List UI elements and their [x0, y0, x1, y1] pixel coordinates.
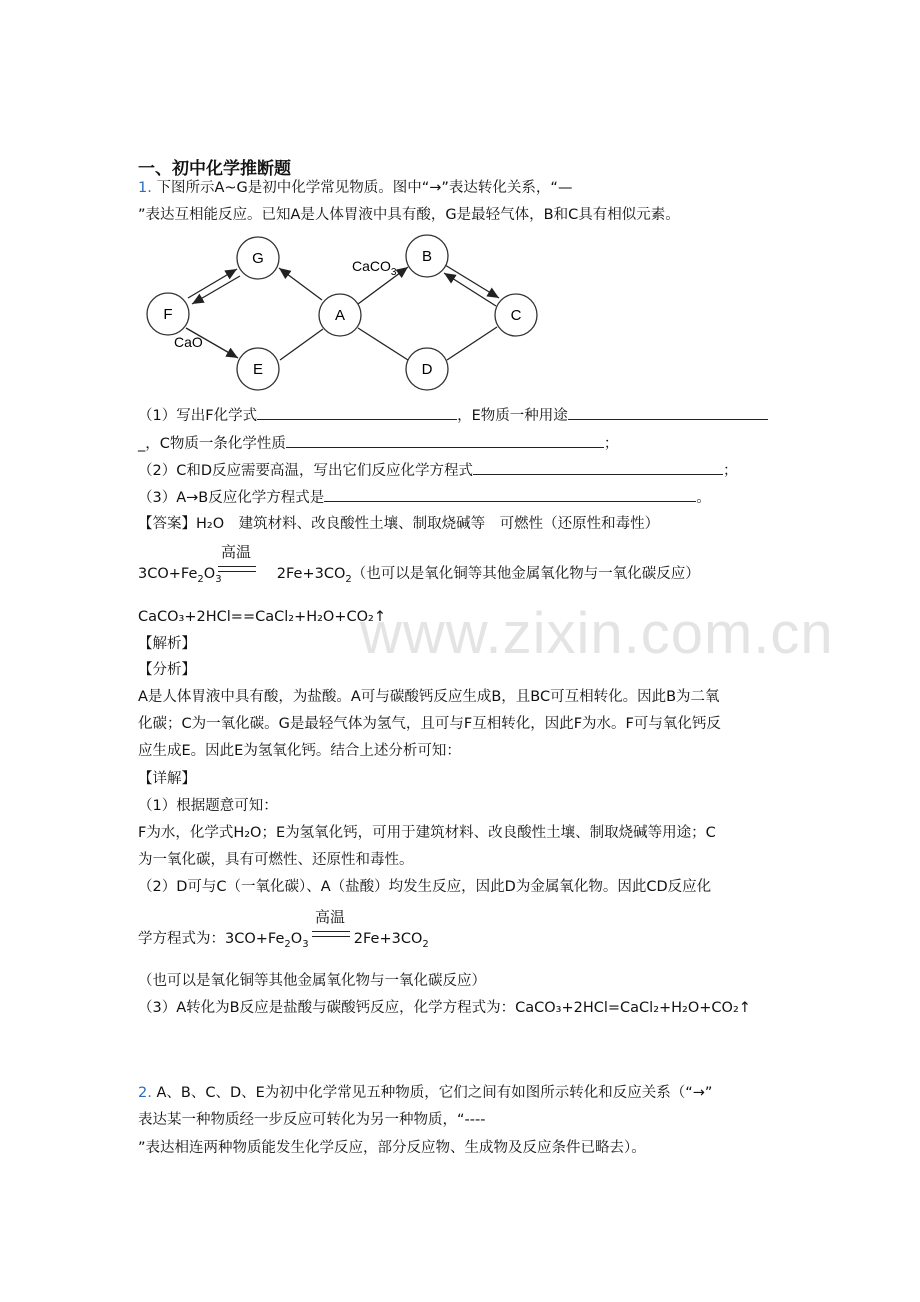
svg-text:F: F — [163, 306, 173, 323]
q1-sub2-line — [138, 460, 738, 481]
label-caco3: CaCO$_3$ — [352, 258, 397, 278]
answer-label: 【答案】 — [138, 516, 196, 532]
section-title: 一、初中化学推断题 — [138, 159, 291, 179]
blank-e-use[interactable] — [568, 405, 768, 420]
detail-2: F为水，化学式H₂O；E为氢氧化钙，可用于建筑材料、改良酸性土壤、制取烧碱等用途；C — [138, 825, 716, 841]
q1-diagram — [140, 232, 560, 397]
detail-5-right: 2Fe+3CO — [353, 931, 423, 947]
fenxi-line3: 应生成E。因此E为氢氧化钙。结合上述分析可知： — [138, 743, 461, 759]
eq1-condition: 高温 — [220, 543, 251, 561]
q1-answer-line — [138, 514, 659, 534]
eq2-line: CaCO₃+2HCl==CaCl₂+H₂O+CO₂↑ — [138, 609, 386, 625]
analysis-label: 【解析】 — [138, 636, 196, 652]
detail-4: （2）D可与C（一氧化碳）、A（盐酸）均发生反应，因此D为金属氧化物。因此CD反应化 — [138, 879, 712, 895]
q1-stem-text1: 下图所示A~G是初中化学常见物质。图中“→”表达转化关系，“— — [156, 180, 573, 196]
detail-5-right-sub: 2 — [422, 938, 429, 950]
detail-5-osub: 3 — [302, 938, 309, 950]
q1-sub1-line — [138, 405, 768, 426]
edge-e-a — [280, 329, 323, 360]
eq1-right: 2Fe+3CO — [276, 566, 346, 582]
node-d — [406, 348, 448, 390]
blank-f-formula[interactable] — [257, 405, 457, 420]
edge-a-d — [358, 328, 408, 360]
eq1-left-sub: 2 — [197, 573, 204, 585]
eq1-note: （也可以是氧化铜等其他金属氧化物与一氧化碳反应） — [351, 566, 700, 582]
svg-text:E: E — [252, 361, 264, 378]
eq1-left-osub: 3 — [215, 573, 222, 585]
blank-cd-equation[interactable] — [473, 460, 723, 475]
node-e — [237, 348, 279, 390]
edge-b-c-1 — [445, 265, 499, 298]
detail-1: （1）根据题意可知： — [138, 798, 278, 814]
edge-a-g — [279, 268, 322, 300]
edge-f-g-1 — [188, 269, 237, 298]
detail-5-prefix: 学方程式为：3CO+Fe — [138, 931, 285, 947]
detail-eq-condition: 高温 — [314, 908, 345, 926]
node-a — [319, 294, 361, 336]
svg-text:A: A — [334, 307, 346, 324]
eq1-right-sub: 2 — [345, 573, 352, 585]
q1-number: 1. — [138, 180, 152, 196]
detail-5-sub: 2 — [284, 938, 291, 950]
q1-sub1-c: _，C物质一条化学性质 — [138, 436, 286, 452]
edge-d-c — [447, 327, 497, 360]
svg-text:B: B — [421, 248, 433, 265]
q1-sub3-b: 。 — [696, 490, 711, 506]
blank-c-property[interactable] — [286, 433, 604, 448]
label-cao: CaO — [174, 334, 203, 350]
blank-ab-equation[interactable] — [324, 487, 696, 502]
q1-sub3-a: （3）A→B反应化学方程式是 — [138, 490, 325, 506]
detail-5-o: O — [290, 931, 303, 947]
edge-c-b-2 — [444, 273, 496, 306]
q1-sub2-a: （2）C和D反应需要高温，写出它们反应化学方程式 — [138, 463, 474, 479]
q1-sub1-b: ，E物质一种用途 — [457, 408, 568, 424]
edge-g-f-2 — [192, 276, 240, 304]
detail-7: （3）A转化为B反应是盐酸与碳酸钙反应，化学方程式为：CaCO₃+2HCl=CaCl₂+H₂O+CO₂↑ — [138, 1000, 751, 1016]
q2-stem-line1 — [138, 1083, 712, 1103]
fenxi-line2: 化碳；C为一氧化碳。G是最轻气体为氢气，且可与F互相转化，因此F为水。F可与氧化钙反 — [138, 716, 721, 732]
svg-text:G: G — [252, 250, 264, 267]
detail-label: 【详解】 — [138, 771, 196, 787]
detail-6: （也可以是氧化铜等其他金属氧化物与一氧化碳反应） — [138, 973, 486, 989]
q1-sub1-a: （1）写出F化学式 — [138, 408, 258, 424]
node-c — [495, 294, 537, 336]
fenxi-line1: A是人体胃液中具有酸，为盐酸。A可与碳酸钙反应生成B，且BC可互相转化。因此B为二氧 — [138, 689, 720, 705]
node-g — [237, 237, 279, 279]
q1-sub1-d: ； — [603, 436, 619, 452]
detail-5-line — [138, 927, 429, 950]
fenxi-label: 【分析】 — [138, 662, 196, 678]
q1-sub2-b: ； — [723, 463, 738, 479]
eq1-left: 3CO+Fe — [138, 566, 198, 582]
watermark: www.zixin.com.cn — [360, 601, 834, 666]
eq1-line — [138, 562, 700, 585]
eq1-left-o: O — [203, 566, 216, 582]
q2-stem-line3: ”表达相连两种物质能发生化学反应，部分反应物、生成物及反应条件已略去）。 — [138, 1140, 646, 1156]
q2-stem-text1: A、B、C、D、E为初中化学常见五种物质，它们之间有如图所示转化和反应关系（“→” — [156, 1085, 713, 1101]
svg-text:C: C — [510, 307, 522, 324]
q1-sub1-line2 — [138, 433, 618, 454]
q1-sub3-line — [138, 487, 711, 508]
detail-3: 为一氧化碳，具有可燃性、还原性和毒性。 — [138, 852, 414, 868]
q2-stem-line2: 表达某一种物质经一步反应可转化为另一种物质，“---- — [138, 1112, 486, 1128]
node-b — [406, 235, 448, 277]
q1-stem-line2: ”表达互相能反应。已知A是人体胃液中具有酸，G是最轻气体，B和C具有相似元素。 — [138, 207, 680, 223]
node-f — [147, 293, 189, 335]
q2-number: 2. — [138, 1085, 152, 1101]
svg-text:D: D — [421, 361, 433, 378]
q1-stem-line1 — [138, 178, 572, 198]
answer-text: H₂O 建筑材料、改良酸性土壤、制取烧碱等 可燃性（还原性和毒性） — [196, 516, 660, 532]
